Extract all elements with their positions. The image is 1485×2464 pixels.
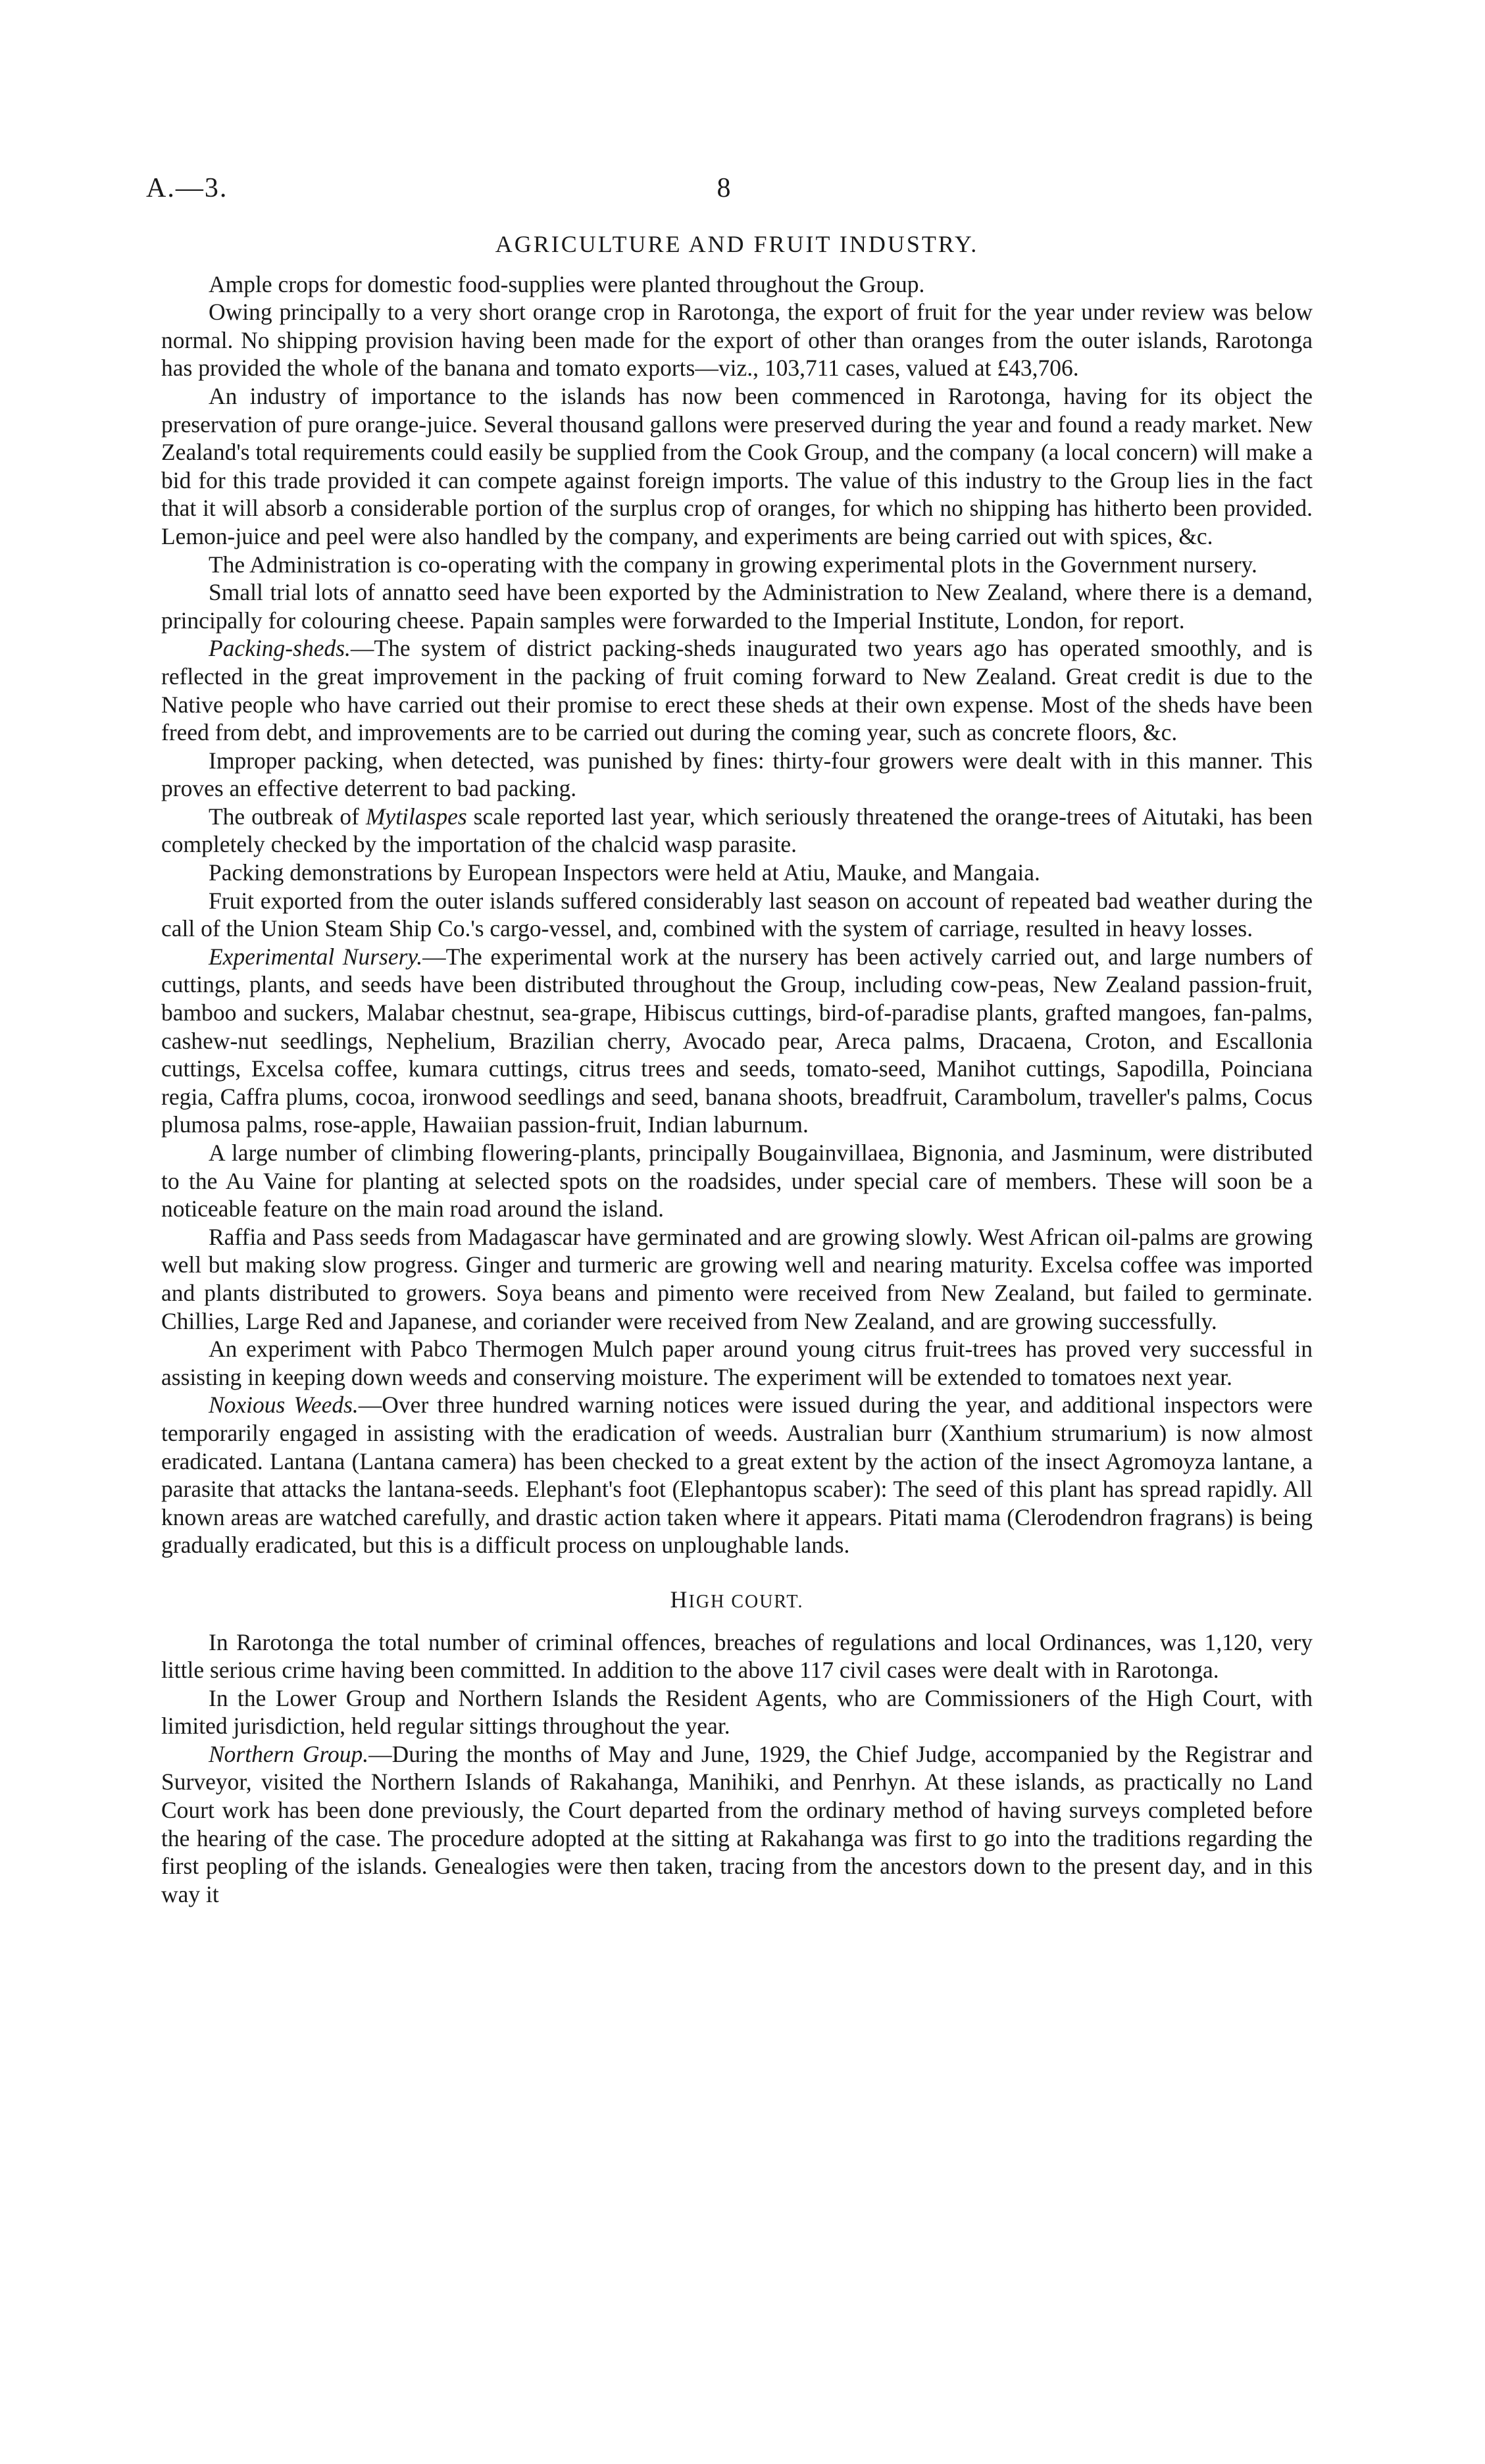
document-reference: A.—3. (146, 173, 228, 203)
paragraph-text: —The system of district packing-sheds inaugurated two years ago has operated smoothly, and is reflected in the great improvement in the packing of fruit coming forward to New Zealand. Great credit is due to the Native people who have carried out their promise to erect these sheds at their own expense. Most of the sheds have been freed from debt, and improvements are to be carried out during the coming year, such as concrete floors, &c. (161, 635, 1313, 746)
title-rest: IGH COURT. (688, 1591, 804, 1612)
paragraph: The Administration is co-operating with the company in growing experimental plots in the Government nursery. (209, 551, 1257, 578)
paragraph-lead: Northern Group. (209, 1740, 369, 1767)
paragraph-text: The outbreak of (209, 803, 366, 830)
paragraph: Fruit exported from the outer islands suffered considerably last season on account of repeated bad weather during the call of the Union Steam Ship Co.'s cargo-vessel, and, combined with the system of carriage, resulted in heavy losses. (161, 887, 1313, 942)
paragraph-lead: Packing-sheds. (209, 635, 351, 662)
paragraph: In Rarotonga the total number of criminal offences, breaches of regulations and local Ordinances, was 1,120, very little serious crime having been committed. In addition to the above 117 civil cases were dealt with in Rarotonga. (161, 1628, 1313, 1684)
paragraph: Small trial lots of annatto seed have been exported by the Administration to New Zealand, where there is a demand, principally for colouring cheese. Papain samples were forwarded to the Imperial Institute, London, for report. (161, 579, 1313, 634)
paragraph-text: —The experimental work at the nursery has been actively carried out, and large numbers of cuttings, plants, and seeds have been distributed throughout the Group, including cow-peas, New Zealand passion-fruit, bamboo and suckers, Malabar chestnut, sea-grape, Hibiscus cuttings, bird-of-paradise plants, grafted mangoes, fan-palms, cashew-nut seedlings, Nephelium, Brazilian cherry, Avocado pear, Areca palms, Dracaena, Croton, and Escallonia cuttings, Excelsa coffee, kumara cuttings, citrus trees and seeds, tomato-seed, Manihot cuttings, Sapodilla, Poinciana regia, Caffra plums, cocoa, ironwood seedlings and seed, banana shoots, breadfruit, Carambolum, traveller's palms, Cocus plumosa palms, rose-apple, Hawaiian passion-fruit, Indian laburnum. (161, 943, 1313, 1138)
paragraph: Raffia and Pass seeds from Madagascar have germinated and are growing slowly. West African oil-palms are growing well but making slow progress. Ginger and turmeric are growing well and nearing maturity. Excelsa coffee was imported and plants distributed to growers. Soya beans and pimento were received from New Zealand, but failed to germinate. Chillies, Large Red and Japanese, and coriander were received from New Zealand, and are growing successfully. (161, 1223, 1313, 1334)
paragraph-text: —During the months of May and June, 1929, the Chief Judge, accompanied by the Registrar and Surveyor, visited the Northern Islands of Rakahanga, Manihiki, and Penrhyn. At these islands, as practically no Land Court work has been done previously, the Court departed from the ordinary method of having surveys completed before the hearing of the case. The procedure adopted at the sitting at Rakahanga was first to go into the traditions regarding the first peopling of the islands. Genealogies were then taken, tracing from the ancestors down to the present day, and in this way it (161, 1740, 1313, 1907)
document-body (161, 230, 1313, 1908)
paragraph (161, 943, 1313, 1139)
paragraph-lead: Experimental Nursery. (209, 943, 423, 970)
paragraph-text: —Over three hundred warning notices were issued during the year, and additional inspectors were temporarily engaged in assisting with the eradication of weeds. Australian burr (Xanthium strumarium) is now almost eradicated. Lantana (Lantana camera) has been checked to a great extent by the action of the insect Agromoyza lantane, a parasite that attacks the lantana-seeds. Elephant's foot (Elephantopus scaber): The seed of this plant has spread rapidly. All known areas are watched carefully, and drastic action taken where it appears. Pitati mama (Clerodendron fragrans) is being gradually eradicated, but this is a difficult process on unploughable lands. (161, 1392, 1313, 1559)
species-name: Mytilaspes (365, 803, 467, 830)
title-initial: H (670, 1586, 689, 1613)
paragraph-lead: Noxious Weeds. (209, 1392, 359, 1419)
paragraph: An experiment with Pabco Thermogen Mulch paper around young citrus fruit-trees has proved very successful in assisting in keeping down weeds and conserving moisture. The experiment will be extended to tomatoes next year. (161, 1336, 1313, 1390)
paragraph (161, 1740, 1313, 1909)
paragraph: Ample crops for domestic food-supplies were planted throughout the Group. (209, 270, 925, 297)
paragraph: A large number of climbing flowering-plants, principally Bougainvillaea, Bignonia, and Jasminum, were distributed to the Au Vaine for planting at selected spots on the roadsides, under special care of members. These will soon be a noticeable feature on the main road around the island. (161, 1140, 1313, 1222)
paragraph: An industry of importance to the islands has now been commenced in Rarotonga, having for its object the preservation of pure orange-juice. Several thousand gallons were preserved during the year and found a ready market. New Zealand's total requirements could easily be supplied from the Cook Group, and the company (a local concern) will make a bid for this trade provided it can compete against foreign imports. The value of this industry to the Group lies in the fact that it will absorb a considerable portion of the surplus crop of oranges, for which no shipping has hitherto been provided. Lemon-juice and peel were also handled by the company, and experiments are being carried out with spices, &c. (161, 382, 1313, 549)
section-title-agriculture: AGRICULTURE AND FRUIT INDUSTRY. (495, 231, 979, 257)
paragraph: Owing principally to a very short orange crop in Rarotonga, the export of fruit for the year under review was below normal. No shipping provision having been made for the export of other than oranges from the outer islands, Rarotonga has provided the whole of the banana and tomato exports—viz., 103,711 cases, valued at £43,706. (161, 299, 1313, 382)
paragraph: Packing demonstrations by European Inspectors were held at Atiu, Mauke, and Mangaia. (209, 859, 1040, 886)
paragraph: In the Lower Group and Northern Islands the Resident Agents, who are Commissioners of the High Court, with limited jurisdiction, held regular sittings throughout the year. (161, 1684, 1313, 1740)
paragraph: Improper packing, when detected, was punished by fines: thirty-four growers were dealt with in this manner. This proves an effective deterrent to bad packing. (161, 747, 1313, 802)
page-number: 8 (717, 173, 731, 203)
paragraph (161, 803, 1313, 859)
section-title-high-court (161, 1586, 1313, 1617)
paragraph-text: scale reported last year, which seriously threatened the orange-trees of Aitutaki, has been completely checked by the importation of the chalcid wasp parasite. (161, 803, 1313, 858)
paragraph (161, 1391, 1313, 1559)
paragraph (161, 634, 1313, 746)
